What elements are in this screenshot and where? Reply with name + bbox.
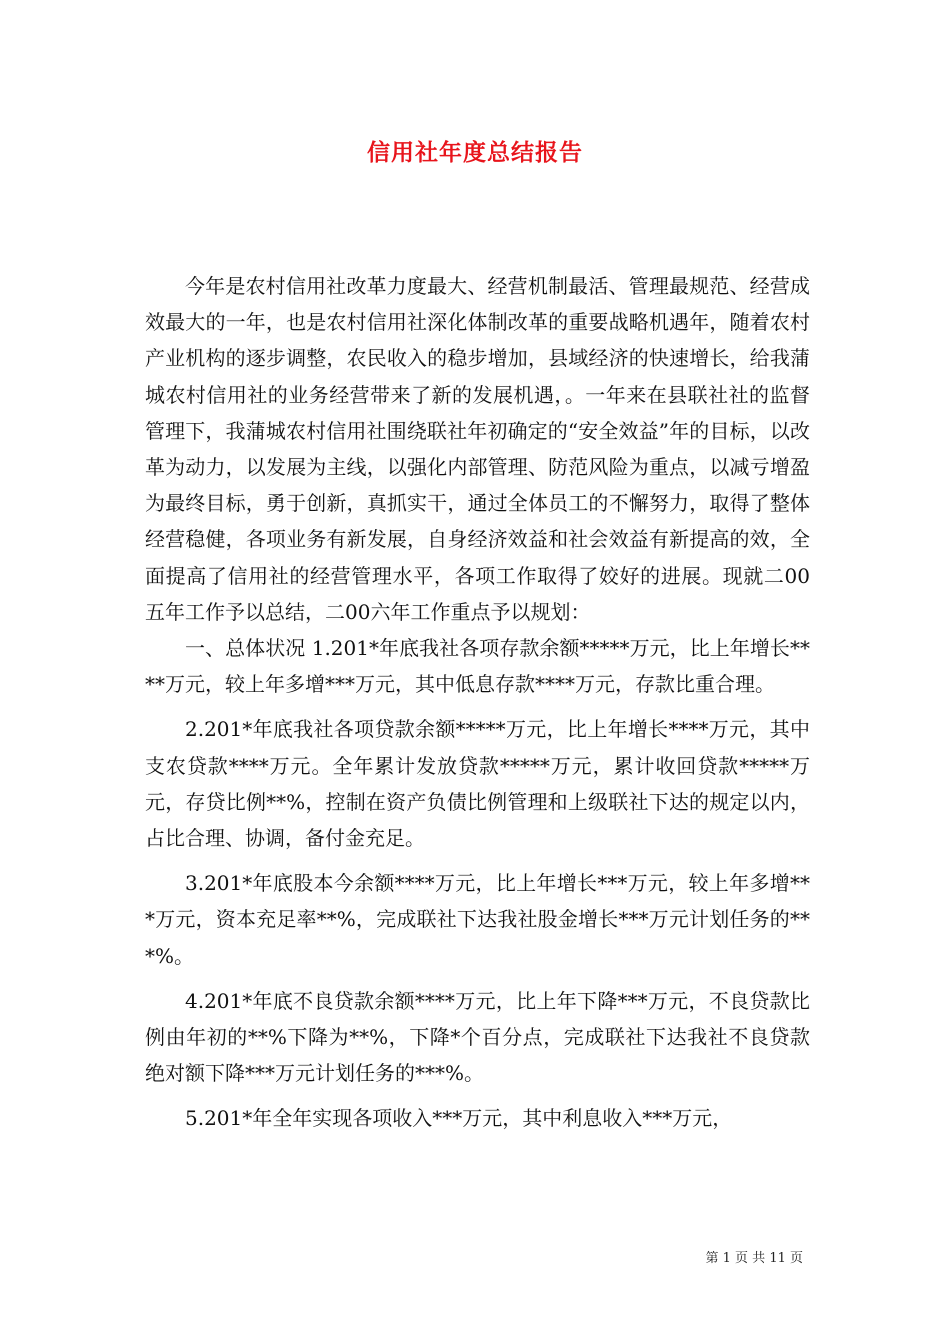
- paragraph-intro: 今年是农村信用社改革力度最大、经营机制最活、管理最规范、经营成效最大的一年，也是农村信用社深化体制改革的重要战略机遇年，随着农村产业机构的逐步调整，农民收入的稳步增加，县域经济的快速增长，给我蒲城农村信用社的业务经营带来了新的发展机遇，。一年来在县联社社的监督管理下，我蒲城农村信用社围绕联社年初确定的“安全效益”年的目标，以改革为动力，以发展为主线，以强化内部管理、防范风险为重点，以减亏增盈为最终目标，勇于创新，真抓实干，通过全体员工的不懈努力，取得了整体经营稳健，各项业务有新发展，自身经济效益和社会效益有新提高的效，全面提高了信用社的经营管理水平，各项工作取得了姣好的进展。现就二00五年工作予以总结，二00六年工作重点予以规划：: [145, 274, 810, 624]
- paragraph-item-4: 4.201*年底不良贷款余额****万元，比上年下降***万元，不良贷款比例由年初的**%下降为**%，下降*个百分点，完成联社下达我社不良贷款绝对额下降***万元计划任务的***%。: [145, 988, 810, 1086]
- paragraph-item-2: 2.201*年底我社各项贷款余额*****万元，比上年增长****万元，其中支农贷款****万元。全年累计发放贷款*****万元，累计收回贷款*****万元，存贷比例**%，控制在资产负债比例管理和上级联社下达的规定以内，占比合理、协调，备付金充足。: [145, 717, 810, 851]
- document-body: [145, 268, 810, 1137]
- document-title: 信用社年度总结报告: [367, 139, 583, 166]
- paragraph-item-3: 3.201*年底股本今余额****万元，比上年增长***万元，较上年多增***万元，资本充足率**%，完成联社下达我社股金增长***万元计划任务的***%。: [145, 871, 810, 968]
- paragraph-item-1: 一、总体状况 1.201*年底我社各项存款余额*****万元，比上年增长****万元，较上年多增***万元，其中低息存款****万元，存款比重合理。: [145, 636, 810, 697]
- paragraph-item-5: 5.201*年全年实现各项收入***万元，其中利息收入***万元，: [185, 1106, 733, 1131]
- page-number: 第 1 页 共 11 页: [705, 1251, 803, 1266]
